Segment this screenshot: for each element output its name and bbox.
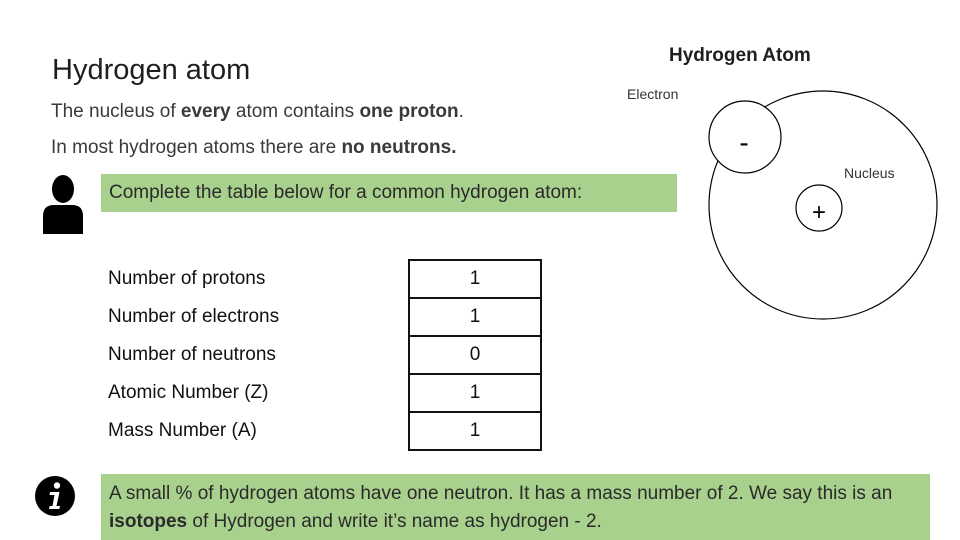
info-note [101, 474, 930, 540]
nucleus-label: Nucleus [844, 165, 895, 181]
info-text: A small % of hydrogen atoms have one neutron. It has a mass number of 2. We say this is an [109, 483, 893, 504]
row-label: Number of neutrons [108, 344, 276, 365]
atom-diagram [610, 80, 950, 320]
info-icon [34, 475, 76, 517]
intro-line-2 [51, 137, 457, 159]
table-row [100, 298, 541, 336]
row-label: Number of electrons [108, 306, 280, 327]
intro-text: . [458, 101, 464, 122]
intro-text: In most hydrogen atoms there are [51, 137, 342, 158]
row-value: 0 [409, 336, 541, 374]
table-row [100, 374, 541, 412]
electron-sign: - [739, 127, 749, 158]
person-icon [40, 174, 86, 236]
info-text: of Hydrogen and write it’s name as hydrogen - 2. [187, 511, 602, 532]
row-value: 1 [409, 260, 541, 298]
intro-text: The nucleus of [51, 101, 181, 122]
page-title: Hydrogen atom [52, 54, 251, 86]
table-row [100, 412, 541, 450]
row-value: 1 [409, 298, 541, 336]
table-row [100, 260, 541, 298]
row-label: Mass Number (A) [108, 420, 257, 441]
info-bold: isotopes [109, 511, 188, 532]
atom-table [100, 259, 542, 451]
table-row [100, 336, 541, 374]
intro-bold: one proton [359, 101, 459, 122]
intro-bold: no neutrons. [341, 137, 457, 158]
row-label: Number of protons [108, 268, 266, 289]
intro-bold: every [180, 101, 231, 122]
electron-label: Electron [627, 86, 679, 102]
row-value: 1 [409, 412, 541, 450]
nucleus-sign: + [811, 199, 827, 226]
task-instruction: Complete the table below for a common hydrogen atom: [101, 174, 677, 212]
intro-text: atom contains [230, 101, 360, 122]
row-value: 1 [409, 374, 541, 412]
diagram-title: Hydrogen Atom [669, 45, 811, 66]
intro-line-1 [51, 101, 464, 123]
row-label: Atomic Number (Z) [108, 382, 269, 403]
